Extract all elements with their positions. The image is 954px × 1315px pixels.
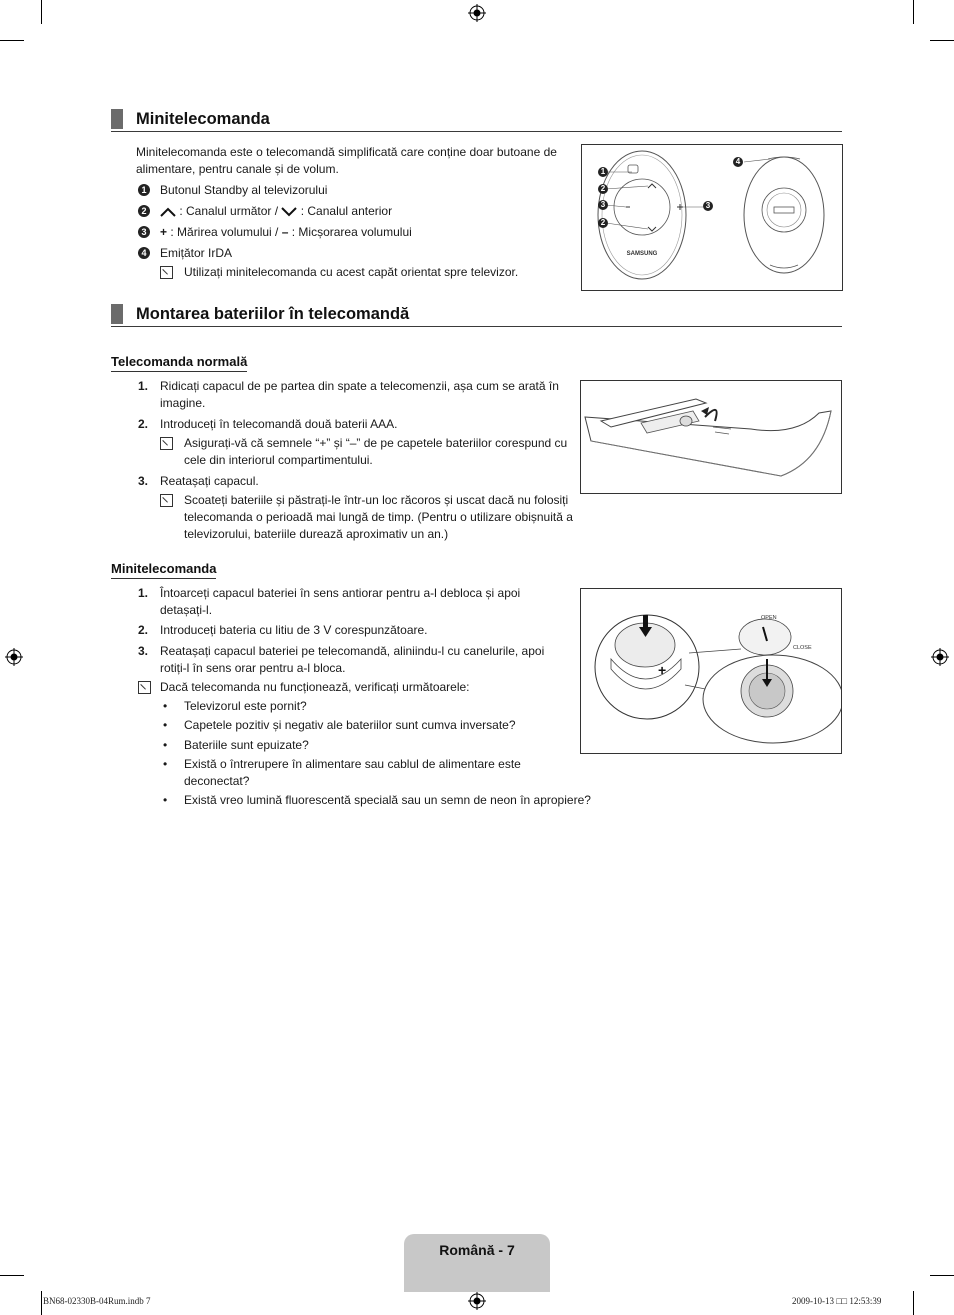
plus-symbol: + [160, 225, 168, 239]
page-number: Română - 7 [439, 1242, 515, 1258]
chevron-up-icon [160, 207, 176, 217]
note-icon [160, 266, 173, 279]
bullet-dot: • [163, 738, 168, 752]
marker-2: 2 [138, 205, 150, 217]
minus-symbol: – [281, 225, 289, 239]
marker-1: 1 [138, 184, 150, 196]
channel-down-label: : Canalul anterior [297, 204, 393, 218]
file-name: BN68-02330B-04Rum.indb 7 [43, 1296, 151, 1306]
note-icon [138, 681, 151, 694]
subheading-mini-remote: Minitelecomanda [111, 561, 216, 579]
step-text: Introduceți bateria cu litiu de 3 V corespunzătoare. [160, 623, 428, 637]
intro-text: Minitelecomanda este o telecomandă simplificată care conține doar butoane de alimentare, pentru canale și de volum. [136, 145, 557, 176]
section-heading [111, 109, 842, 132]
step-text: Ridicați capacul de pe partea din spate a telecomenzii, așa cum se arată în imagine. [160, 379, 559, 410]
step-text: Introduceți în telecomandă două baterii AAA. [160, 417, 398, 431]
bullet-dot: • [163, 699, 168, 713]
volume-up-label: : Mărirea volumului / [167, 225, 282, 239]
section-title: Minitelecomanda [136, 110, 270, 128]
step-text: Reatașați capacul bateriei pe telecomandă, aliniindu-l cu canelurile, apoi rotiți-l în sens orar pentru a-l bloca. [160, 644, 545, 675]
note-icon [160, 494, 173, 507]
step-number: 1. [138, 586, 149, 600]
section-heading [111, 304, 842, 327]
mini-battery-figure [580, 588, 842, 754]
figure-marker: 2 [598, 184, 608, 194]
mini-remote-illustration [582, 145, 842, 290]
heading-bar [111, 304, 123, 324]
step-text: Reatașați capacul. [160, 474, 259, 488]
item-irda: Emițător IrDA [160, 246, 233, 260]
figure-marker: 2 [598, 218, 608, 228]
crop-mark [930, 1275, 954, 1276]
registration-mark-icon [468, 1292, 486, 1310]
subheading-normal-remote: Telecomanda normală [111, 354, 247, 372]
bullet-dot: • [163, 793, 168, 807]
open-label: OPEN [761, 615, 777, 621]
item-channel [160, 203, 392, 220]
mini-remote-figure [581, 144, 843, 291]
note-text: Asigurați-vă că semnele “+” și “–” de pe capetele bateriilor corespund cu cele din interiorul compartimentului. [184, 436, 568, 467]
channel-up-label: : Canalul următor / [176, 204, 282, 218]
note-icon [160, 437, 173, 450]
note-text: Dacă telecomanda nu funcționează, verificați următoarele: [160, 680, 470, 694]
bullet-text: Bateriile sunt epuizate? [184, 738, 309, 752]
marker-3: 3 [138, 226, 150, 238]
figure-marker: 1 [598, 167, 608, 177]
step-number: 1. [138, 379, 149, 393]
crop-mark [930, 40, 954, 41]
registration-mark-icon [931, 648, 949, 666]
crop-mark [913, 0, 914, 24]
step-number: 2. [138, 417, 149, 431]
note-text: Scoateți bateriile și păstrați-le într-un loc răcoros și uscat dacă nu folosiți telecomanda o perioadă mai lungă de timp. (Pentru o utilizare obișnuită a televizorului, bateriile durează aproximativ un an.) [184, 493, 573, 541]
bullet-dot: • [163, 757, 168, 771]
step-number: 2. [138, 623, 149, 637]
volume-down-label: : Micșorarea volumului [288, 225, 412, 239]
chevron-down-icon [281, 207, 297, 217]
item-standby: Butonul Standby al televizorului [160, 183, 328, 197]
item-volume [160, 224, 412, 241]
step-text: Întoarceți capacul bateriei în sens antiorar pentru a-l debloca și apoi detașați-l. [160, 586, 521, 617]
crop-mark [0, 1275, 24, 1276]
heading-bar [111, 109, 123, 129]
figure-marker: 3 [598, 200, 608, 210]
crop-mark [913, 1291, 914, 1315]
bullet-text: Există o întrerupere în alimentare sau cablul de alimentare este deconectat? [184, 757, 521, 788]
bullet-text: Capetele pozitiv și negativ ale bateriilor sunt cumva inversate? [184, 718, 516, 732]
bullet-text: Televizorul este pornit? [184, 699, 307, 713]
section-title: Montarea bateriilor în telecomandă [136, 305, 410, 323]
print-timestamp: 2009-10-13 □□ 12:53:39 [792, 1296, 882, 1306]
crop-mark [41, 0, 42, 24]
plus-mark: + [658, 662, 667, 678]
bullet-dot: • [163, 718, 168, 732]
page-number-tab [404, 1234, 550, 1292]
normal-remote-figure [580, 380, 842, 494]
registration-mark-icon [5, 648, 23, 666]
mini-battery-illustration [581, 589, 841, 753]
step-number: 3. [138, 644, 149, 658]
marker-4: 4 [138, 247, 150, 259]
crop-mark [41, 1291, 42, 1315]
note-text: Utilizați minitelecomanda cu acest capăt orientat spre televizor. [184, 265, 519, 279]
crop-mark [0, 40, 24, 41]
registration-mark-icon [468, 4, 486, 22]
figure-marker: 4 [733, 157, 743, 167]
close-label: CLOSE [793, 645, 812, 651]
brand-label: SAMSUNG [626, 251, 658, 257]
normal-remote-illustration [581, 381, 841, 493]
step-number: 3. [138, 474, 149, 488]
bullet-text: Există vreo lumină fluorescentă specială sau un semn de neon în apropiere? [184, 793, 591, 807]
figure-marker: 3 [703, 201, 713, 211]
